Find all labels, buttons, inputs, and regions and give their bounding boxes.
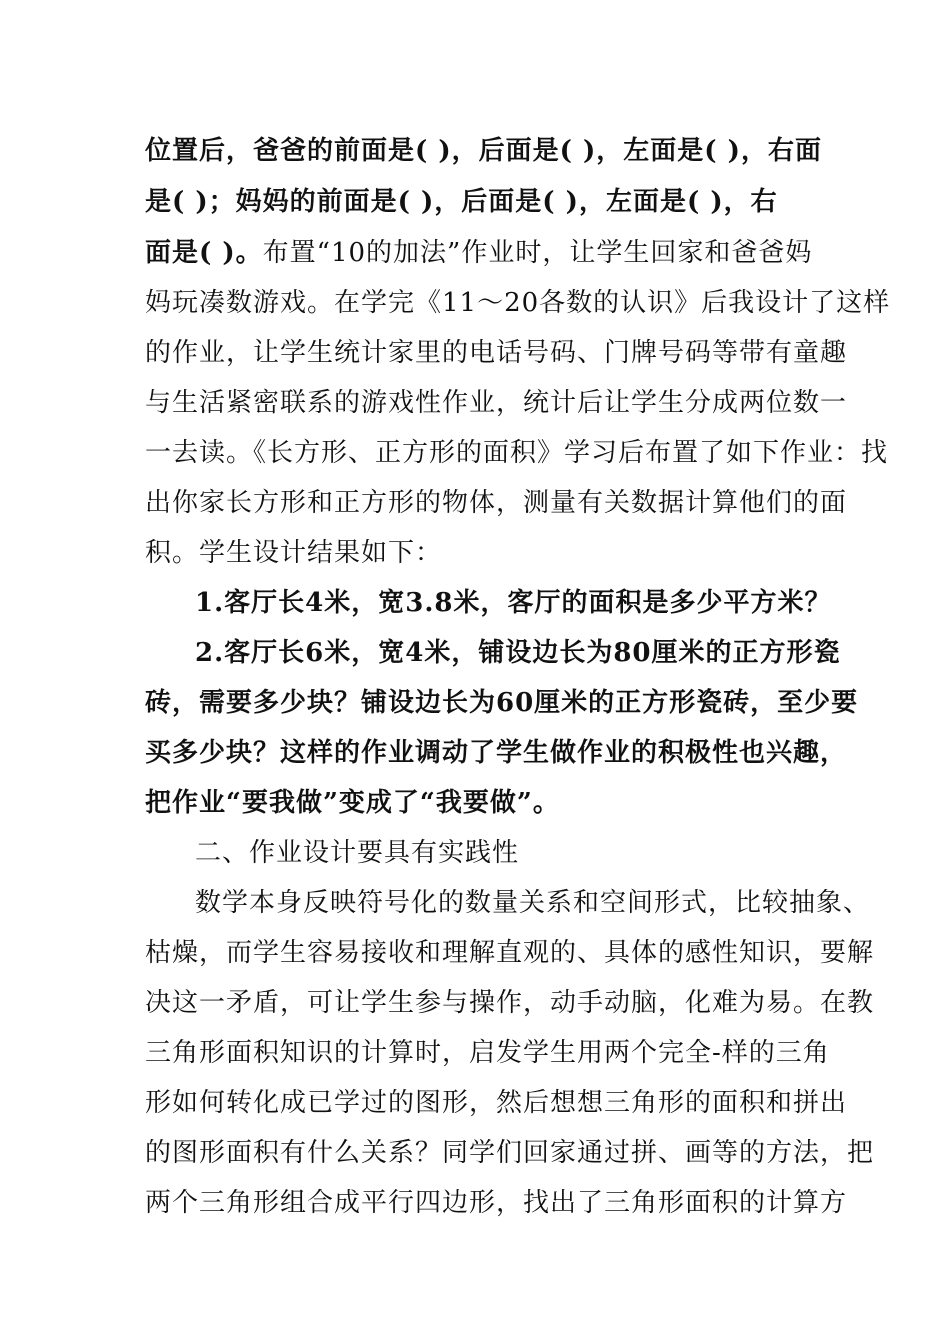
text-line-12: 砖，需要多少块？铺设边长为60厘米的正方形瓷砖，至少要 [145, 688, 859, 718]
text-line-9: 积。学生设计结果如下： [145, 538, 443, 568]
text-line-22: 两个三角形组合成平行四边形，找出了三角形面积的计算方 [145, 1188, 848, 1218]
list-item-1: 1.客厅长4米，宽3.8米，客厅的面积是多少平方米？ [195, 588, 832, 618]
text-line-14: 把作业“要我做”变成了“我要做”。 [145, 788, 560, 818]
text-line-17: 枯燥，而学生容易接收和理解直观的、具体的感性知识，要解 [145, 938, 875, 968]
list-item-2: 2.客厅长6米，宽4米，铺设边长为80厘米的正方形瓷 [195, 638, 841, 668]
text-line-20: 形如何转化成已学过的图形，然后想想三角形的面积和拼出 [145, 1088, 848, 1118]
text-line-19: 三角形面积知识的计算时，启发学生用两个完全-样的三角 [145, 1038, 830, 1068]
text-line-8: 出你家长方形和正方形的物体，测量有关数据计算他们的面 [145, 488, 848, 518]
text-line-16: 数学本身反映符号化的数量关系和空间形式，比较抽象、 [195, 888, 871, 918]
section-heading: 二、作业设计要具有实践性 [195, 838, 520, 868]
text-line-3-normal: 布置“10的加法”作业时，让学生回家和爸爸妈 [262, 238, 813, 268]
text-line-21: 的图形面积有什么关系？同学们回家通过拼、画等的方法，把 [145, 1138, 875, 1168]
text-line-2: 是( )；妈妈的前面是( )，后面是( )，左面是( )，右 [145, 187, 778, 217]
text-line-5: 的作业，让学生统计家里的电话号码、门牌号码等带有童趣 [145, 338, 848, 368]
text-line-4: 妈玩凑数游戏。在学完《11～20各数的认识》后我设计了这样 [145, 288, 891, 318]
text-line-18: 决这一矛盾，可让学生参与操作，动手动脑，化难为易。在教 [145, 988, 875, 1018]
text-line-3 [145, 236, 825, 270]
text-line-3-bold: 面是( )。 [145, 238, 263, 268]
text-line-1: 位置后，爸爸的前面是( )，后面是( )，左面是( )，右面 [145, 136, 822, 166]
text-line-7: 一去读。《长方形、正方形的面积》学习后布置了如下作业：找 [145, 438, 889, 468]
text-line-13: 买多少块？这样的作业调动了学生做作业的积极性也兴趣， [145, 738, 848, 768]
text-line-6: 与生活紧密联系的游戏性作业，统计后让学生分成两位数一 [145, 388, 848, 418]
